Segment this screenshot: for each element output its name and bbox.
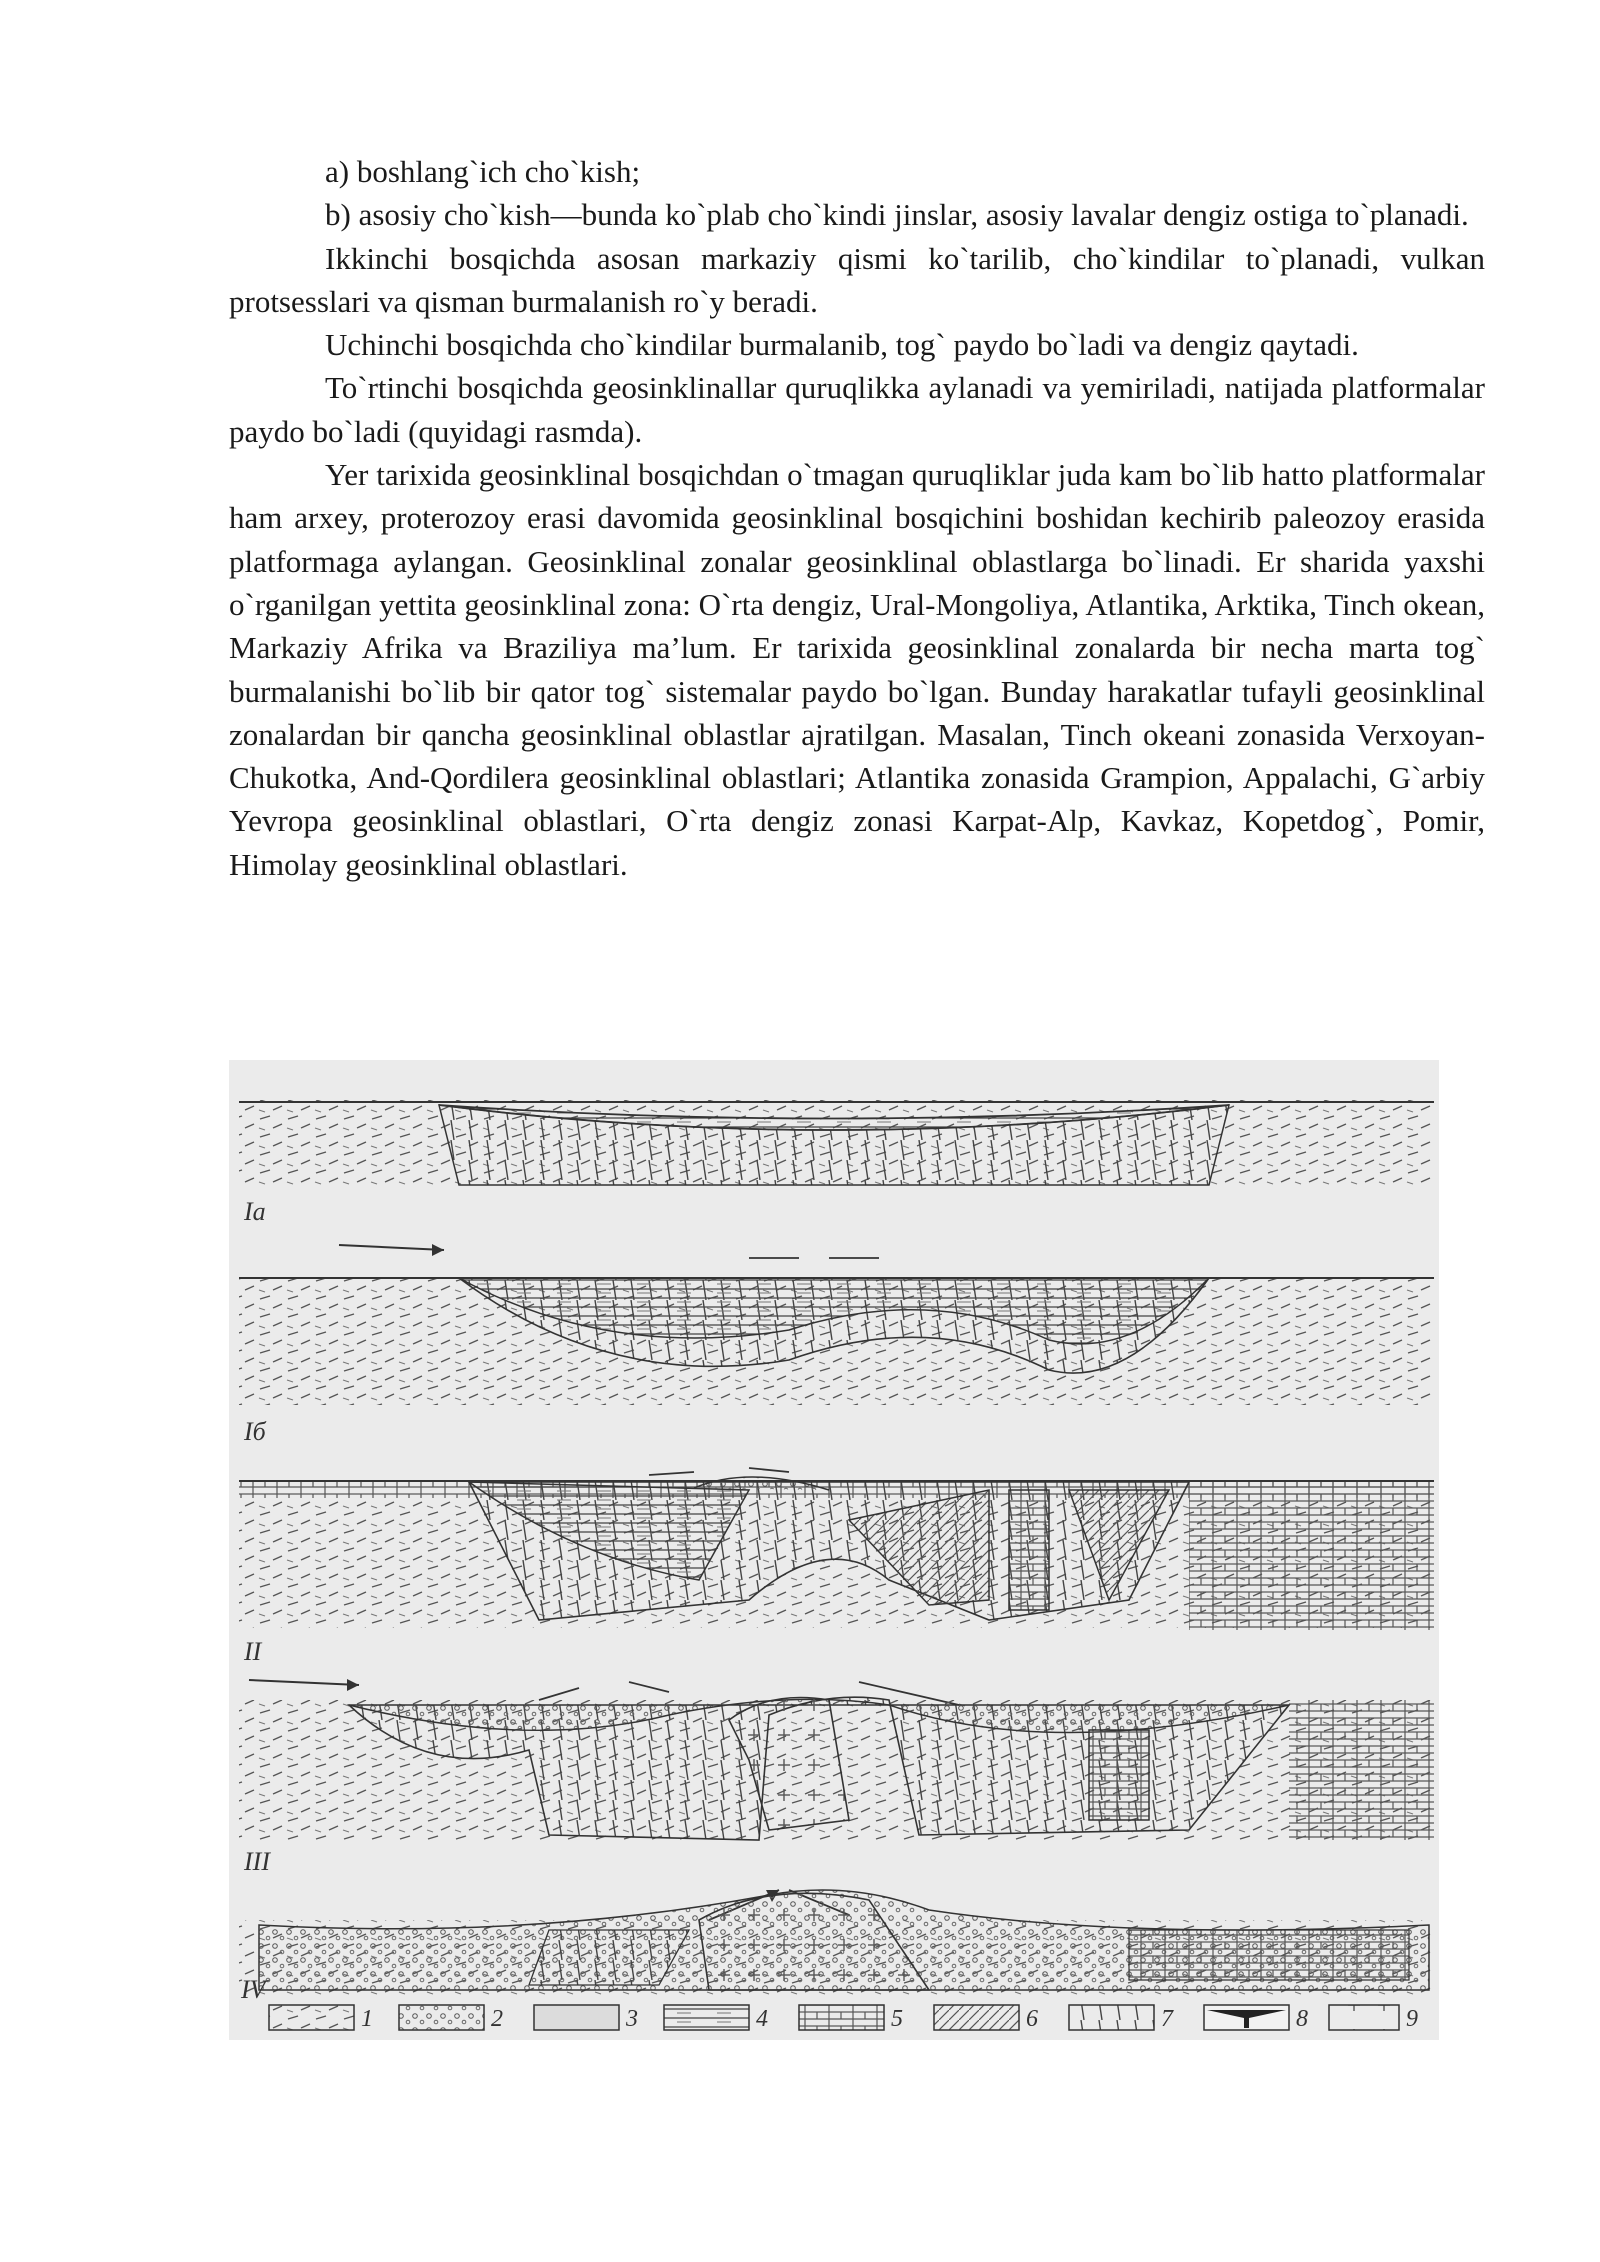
page-text [229, 150, 1485, 886]
list-item-a: a) boshlang`ich cho`kish; [325, 154, 641, 189]
legend-swatch-2 [399, 2005, 484, 2030]
stage-label-ia: Ia [244, 1197, 266, 1226]
legend-number-9: 9 [1406, 2006, 1418, 2032]
stage-label-iv: IV [241, 1975, 266, 2004]
figure-legend [269, 2005, 1418, 2032]
list-item-b: b) asosiy cho`kish—bunda ko`plab cho`kindi jinslar, asosiy lavalar dengiz ostiga to`planadi. [325, 197, 1469, 233]
stage-label-iii: III [244, 1847, 270, 1876]
paragraph-stage-two: Ikkinchi bosqichda asosan markaziy qismi ko`tarilib, cho`kindilar to`planadi, vulkan protsesslari va qisman burmalanish ro`y beradi. [229, 240, 1485, 319]
legend-swatch-1 [269, 2005, 354, 2030]
legend-swatch-8 [1204, 2005, 1289, 2030]
legend-number-1: 1 [361, 2006, 373, 2032]
legend-number-7: 7 [1161, 2006, 1173, 2032]
legend-number-6: 6 [1026, 2006, 1038, 2032]
legend-number-8: 8 [1296, 2006, 1308, 2032]
paragraph-stage-three: Uchinchi bosqichda cho`kindilar burmalanib, tog` paydo bo`ladi va dengiz qaytadi. [325, 327, 1359, 363]
paragraph-geosyncline-zones: Yer tarixida geosinklinal bosqichdan o`tmagan quruqliklar juda kam bo`lib hatto platformalar ham arxey, proterozoy erasi davomida geosinklinal bosqichini boshidan kechirib paleozoy erasida platformaga aylangan. Geosinklinal zonalar geosinklinal oblastlarga bo`linadi. Er sharida yaxshi o`rganilgan yettita geosinklinal zona: O`rta dengiz, Ural-Mongoliya, Atlantika, Arktika, Tinch okean, Markaziy Afrika va Braziliya ma’lum. Er tarixida geosinklinal zonalarda bir necha marta tog` burmalanishi bo`lib bir qator tog` sistemalar paydo bo`lgan. Bunday harakatlar tufayli geosinklinal zonalardan bir qancha geosinklinal oblastlar ajratilgan. Masalan, Tinch okeani zonasida Verxoyan-Chukotka, And-Qordilera geosinklinal oblastlari; Atlantika zonasida Grampion, Appalachi, G`arbiy Yevropa geosinklinal oblastlari, O`rta dengiz zonasi Karpat-Alp, Kavkaz, Kopetdog`, Pomir, Himolay geosinklinal oblastlari. [229, 457, 1485, 882]
legend-swatch-4 [664, 2005, 749, 2030]
legend-swatch-5 [799, 2005, 884, 2030]
legend-swatch-6 [934, 2005, 1019, 2030]
legend-swatch-3 [534, 2005, 619, 2030]
legend-swatch-7 [1069, 2005, 1154, 2030]
geosyncline-stages-figure [229, 1060, 1439, 2040]
legend-number-3: 3 [626, 2006, 638, 2032]
legend-number-2: 2 [491, 2006, 503, 2032]
stage-label-ib: Iб [244, 1417, 266, 1446]
legend-number-4: 4 [756, 2006, 768, 2032]
stage-label-ii: II [244, 1637, 262, 1666]
legend-number-5: 5 [891, 2006, 903, 2032]
figure-drawing [229, 1060, 1439, 2040]
paragraph-stage-four: To`rtinchi bosqichda geosinklinallar quruqlikka aylanadi va yemiriladi, natijada platformalar paydo bo`ladi (quyidagi rasmda). [229, 370, 1485, 449]
legend-swatch-9 [1329, 2005, 1399, 2030]
